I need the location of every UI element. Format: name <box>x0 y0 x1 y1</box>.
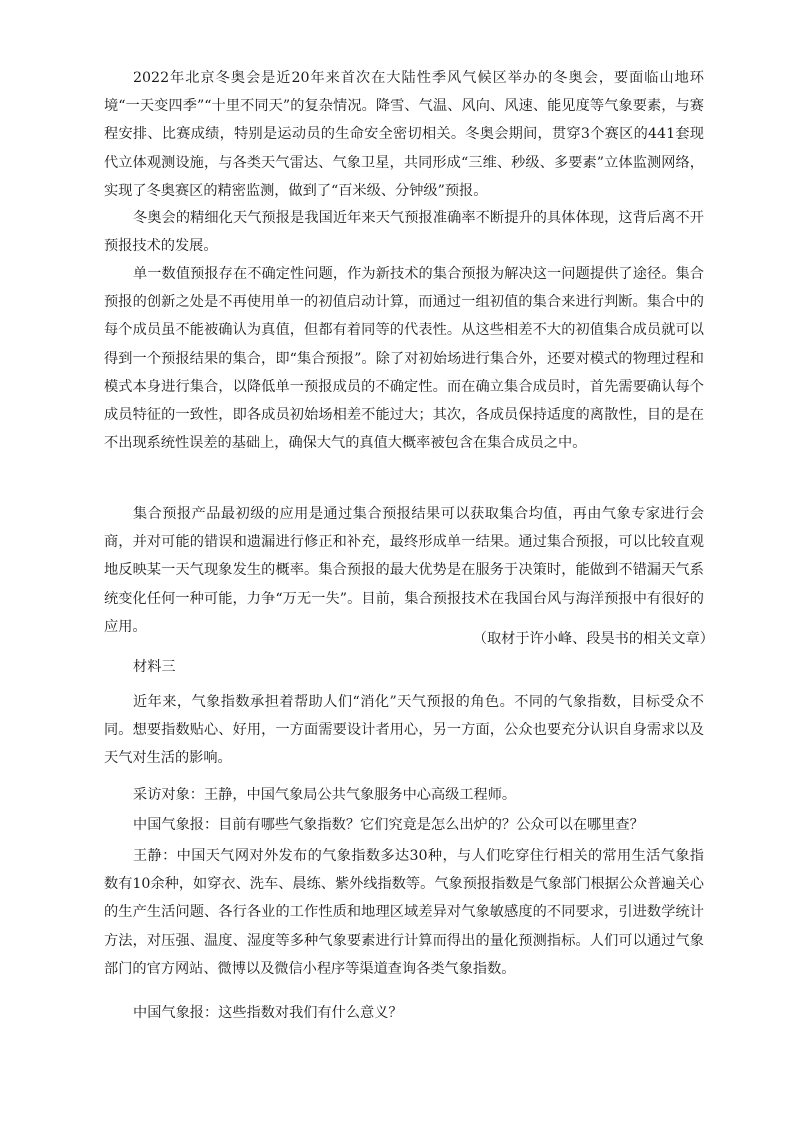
paragraph-ensemble-principle: 单一数值预报存在不确定性问题，作为新技术的集合预报为解决这一问题提供了途径。集合预报的创新之处是不再使用单一的初值启动计算，而通过一组初值的集合来进行判断。集合中的每个成员虽不能被确认为真值，但都有着同等的代表性。从这些相差不大的初值集合成员就可以得到一个预报结果的集合，即“集合预报”。除了对初始场进行集合外，还要对模式的物理过程和模式本身进行集合，以降低单一预报成员的不确定性。而在确立集合成员时，首先需要确认每个成员特征的一致性，即各成员初始场相差不能过大；其次，各成员保持适度的离散性，目的是在不出现系统性误差的基础上，确保大气的真值大概率被包含在集合成员之中。 <box>104 266 704 452</box>
paragraph-ensemble-application: 集合预报产品最初级的应用是通过集合预报结果可以获取集合均值，再由气象专家进行会商，并对可能的错误和遗漏进行修正和补充，最终形成单一结果。通过集合预报，可以比较直观地反映某一天气现象发生的概率。集合预报的最大优势是在服务于决策时，能做到不错漏天气系统变化任何一种可能，力争“万无一失”。目前，集合预报技术在我国台风与海洋预报中有很好的应用。 <box>104 506 704 635</box>
paragraph-refined-forecast: 冬奥会的精细化天气预报是我国近年来天气预报准确率不断提升的具体体现，这背后离不开预报技术的发展。 <box>104 210 704 255</box>
interviewee-line: 采访对象：王静，中国气象局公共气象服务中心高级工程师。 <box>133 787 517 803</box>
question-one: 中国气象报：目前有哪些气象指数？它们究竟是怎么出炉的？公众可以在哪里查？ <box>133 817 644 833</box>
paragraph-olympics-forecast: 2022年北京冬奥会是近20年来首次在大陆性季风气候区举办的冬奥会，要面临山地环境“一天变四季”“十里不同天”的复杂情况。降雪、气温、风向、风速、能见度等气象要素，与赛程安排、比赛成绩，特别是运动员的生命安全密切相关。冬奥会期间，贯穿3个赛区的441套现代立体观测设施，与各类天气雷达、气象卫星，共同形成“三维、秒级、多要素”立体监测网络，实现了冬奥赛区的精密监测，做到了“百米级、分钟级”预报。 <box>104 70 704 199</box>
paragraph-weather-index: 近年来，气象指数承担着帮助人们“消化”天气预报的角色。不同的气象指数，目标受众不同。想要指数贴心、好用，一方面需要设计者用心，另一方面，公众也要充分认识自身需求以及天气对生活的影响。 <box>104 694 704 767</box>
source-citation: （取材于许小峰、段昊书的相关文章） <box>472 631 714 647</box>
question-two: 中国气象报：这些指数对我们有什么意义？ <box>133 1005 403 1021</box>
answer-one: 王静：中国天气网对外发布的气象指数多达30种，与人们吃穿住行相关的常用生活气象指数有10余种，如穿衣、洗车、晨练、紫外线指数等。气象预报指数是气象部门根据公众普遍关心的生产生活问题、各行各业的工作性质和地理区域差异对气象敏感度的不同要求，引进数学统计方法，对压强、温度、湿度等多种气象要素进行计算而得出的量化预测指标。人们可以通过气象部门的官方网站、微博以及微信小程序等渠道查询各类气象指数。 <box>104 848 704 977</box>
material-title: 材料三 <box>133 659 176 675</box>
